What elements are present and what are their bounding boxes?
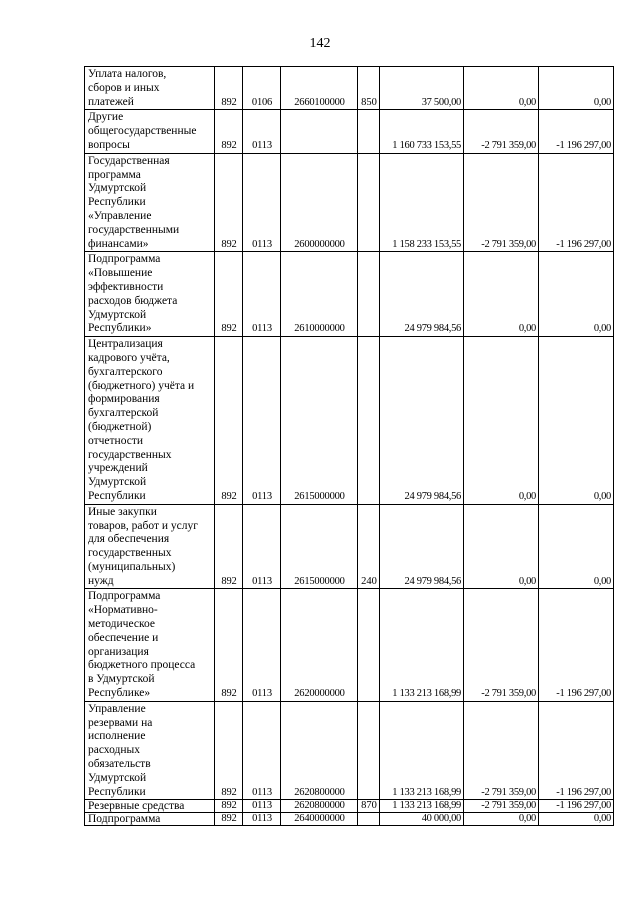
row-change1: -2 791 359,00 <box>464 110 539 153</box>
row-rzpr: 0113 <box>243 813 281 826</box>
row-rzpr: 0113 <box>243 110 281 153</box>
row-name: Государственная программа Удмуртской Республики «Управление государственными финансами» <box>85 153 215 252</box>
row-change1: 0,00 <box>464 67 539 110</box>
row-change1: -2 791 359,00 <box>464 800 539 813</box>
row-amount: 1 158 233 153,55 <box>380 153 464 252</box>
row-ved: 892 <box>215 252 243 337</box>
row-vr <box>358 252 380 337</box>
row-change1: -2 791 359,00 <box>464 589 539 701</box>
row-change2: 0,00 <box>539 67 614 110</box>
row-name: Иные закупки товаров, работ и услуг для обеспечения государственных (муниципальных) нужд <box>85 504 215 589</box>
table-row <box>85 589 614 701</box>
row-vr <box>358 110 380 153</box>
row-rzpr: 0113 <box>243 504 281 589</box>
row-rzpr: 0113 <box>243 589 281 701</box>
row-name: Другие общегосударственные вопросы <box>85 110 215 153</box>
table-row <box>85 337 614 505</box>
row-change2: -1 196 297,00 <box>539 701 614 800</box>
row-amount: 40 000,00 <box>380 813 464 826</box>
row-csr <box>281 110 358 153</box>
row-change2: -1 196 297,00 <box>539 800 614 813</box>
row-vr <box>358 589 380 701</box>
row-ved: 892 <box>215 813 243 826</box>
row-vr: 850 <box>358 67 380 110</box>
page-number: 142 <box>309 36 331 51</box>
row-ved: 892 <box>215 800 243 813</box>
row-vr: 870 <box>358 800 380 813</box>
row-name: Уплата налогов, сборов и иных платежей <box>85 67 215 110</box>
row-rzpr: 0113 <box>243 153 281 252</box>
row-ved: 892 <box>215 589 243 701</box>
row-csr: 2640000000 <box>281 813 358 826</box>
table-row <box>85 701 614 800</box>
row-csr: 2615000000 <box>281 504 358 589</box>
row-ved: 892 <box>215 153 243 252</box>
row-vr <box>358 337 380 505</box>
row-amount: 24 979 984,56 <box>380 252 464 337</box>
row-name: Резервные средства <box>85 800 215 813</box>
row-amount: 24 979 984,56 <box>380 337 464 505</box>
row-rzpr: 0113 <box>243 701 281 800</box>
row-csr: 2615000000 <box>281 337 358 505</box>
budget-table <box>84 66 614 826</box>
row-vr <box>358 813 380 826</box>
row-rzpr: 0113 <box>243 800 281 813</box>
row-ved: 892 <box>215 110 243 153</box>
row-change2: -1 196 297,00 <box>539 589 614 701</box>
row-csr: 2620000000 <box>281 589 358 701</box>
row-amount: 1 133 213 168,99 <box>380 589 464 701</box>
row-ved: 892 <box>215 67 243 110</box>
row-csr: 2660100000 <box>281 67 358 110</box>
row-rzpr: 0106 <box>243 67 281 110</box>
row-change2: -1 196 297,00 <box>539 153 614 252</box>
row-vr <box>358 701 380 800</box>
row-change1: 0,00 <box>464 813 539 826</box>
row-csr: 2600000000 <box>281 153 358 252</box>
row-rzpr: 0113 <box>243 337 281 505</box>
row-name: Подпрограмма «Повышение эффективности расходов бюджета Удмуртской Республики» <box>85 252 215 337</box>
row-amount: 1 160 733 153,55 <box>380 110 464 153</box>
row-ved: 892 <box>215 701 243 800</box>
row-csr: 2620800000 <box>281 701 358 800</box>
row-change1: 0,00 <box>464 252 539 337</box>
row-name: Управление резервами на исполнение расходных обязательств Удмуртской Республики <box>85 701 215 800</box>
row-amount: 1 133 213 168,99 <box>380 701 464 800</box>
row-change1: 0,00 <box>464 504 539 589</box>
table-row <box>85 504 614 589</box>
row-amount: 24 979 984,56 <box>380 504 464 589</box>
row-change1: 0,00 <box>464 337 539 505</box>
row-change2: 0,00 <box>539 337 614 505</box>
row-ved: 892 <box>215 504 243 589</box>
row-name: Подпрограмма <box>85 813 215 826</box>
row-rzpr: 0113 <box>243 252 281 337</box>
table-row <box>85 153 614 252</box>
row-change2: -1 196 297,00 <box>539 110 614 153</box>
row-change2: 0,00 <box>539 813 614 826</box>
row-amount: 37 500,00 <box>380 67 464 110</box>
table-row <box>85 800 614 813</box>
row-name: Централизация кадрового учёта, бухгалтерского (бюджетного) учёта и формирования бухгалтерской (бюджетной) отчетности государственных учреждений Удмуртской Республики <box>85 337 215 505</box>
row-change2: 0,00 <box>539 252 614 337</box>
row-change2: 0,00 <box>539 504 614 589</box>
row-change1: -2 791 359,00 <box>464 701 539 800</box>
row-ved: 892 <box>215 337 243 505</box>
table-row <box>85 252 614 337</box>
row-vr <box>358 153 380 252</box>
table-row <box>85 813 614 826</box>
row-change1: -2 791 359,00 <box>464 153 539 252</box>
table-row <box>85 67 614 110</box>
row-amount: 1 133 213 168,99 <box>380 800 464 813</box>
row-name: Подпрограмма «Нормативно- методическое обеспечение и организация бюджетного процесса в Удмуртской Республике» <box>85 589 215 701</box>
row-csr: 2610000000 <box>281 252 358 337</box>
table-row <box>85 110 614 153</box>
row-csr: 2620800000 <box>281 800 358 813</box>
row-vr: 240 <box>358 504 380 589</box>
